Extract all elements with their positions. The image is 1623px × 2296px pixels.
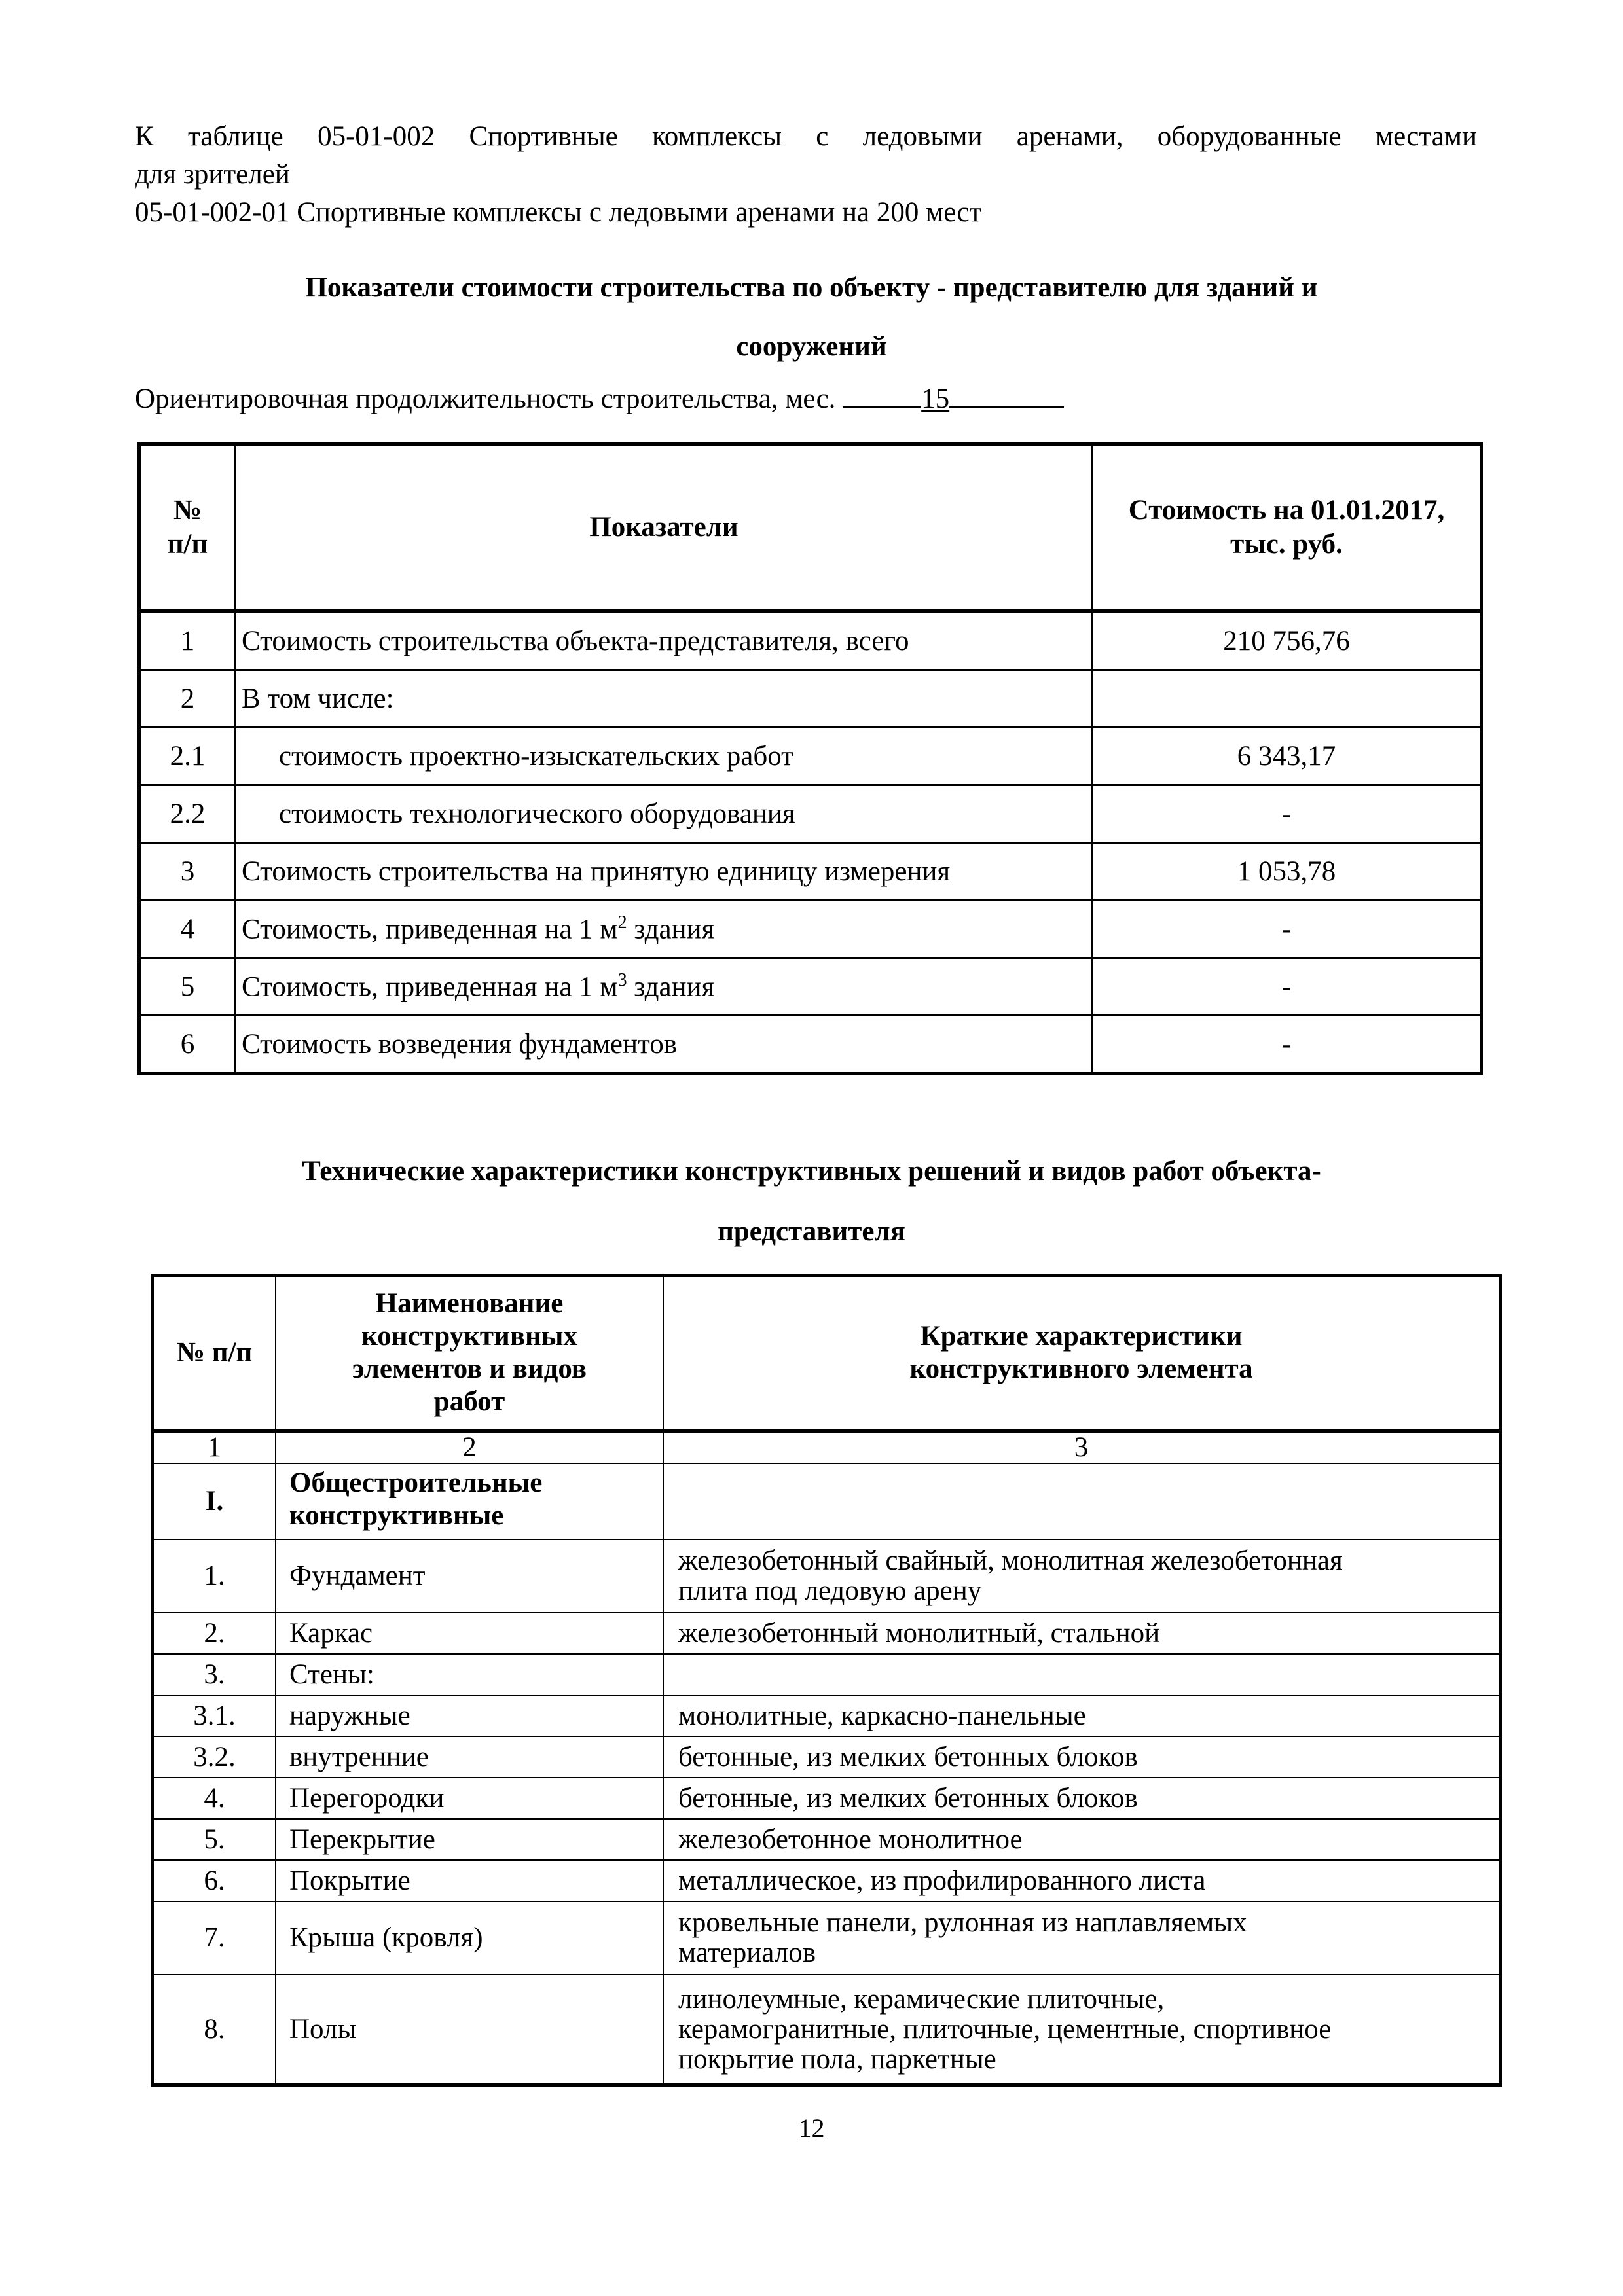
table-row: 3.1. наружные монолитные, каркасно-панельные	[153, 1695, 1501, 1736]
section-row: I. Общестроительные конструктивные	[153, 1463, 1501, 1539]
heading-tech-line-2: представителя	[718, 1216, 905, 1247]
duration-label: Ориентировочная продолжительность строительства, мес.	[135, 384, 836, 414]
intro-line-1: К таблице 05-01-002 Спортивные комплексы с ледовыми аренами, оборудованные местами	[135, 121, 1477, 152]
table-row: 5. Перекрытие железобетонное монолитное	[153, 1819, 1501, 1860]
table-row: 4 Стоимость, приведенная на 1 $м^2$ здания -	[139, 901, 1482, 958]
header-num: № п/п	[139, 444, 236, 612]
intro-block	[135, 118, 1477, 232]
table-row: 1. Фундамент железобетонный свайный, монолитная железобетонная плита под ледовую арену	[153, 1539, 1501, 1613]
table-row: 3.2. внутренние бетонные, из мелких бетонных блоков	[153, 1736, 1501, 1778]
intro-line-3: 05-01-002-01 Спортивные комплексы с ледовыми аренами на 200 мест	[135, 197, 982, 228]
header-indicators: Показатели	[236, 444, 1093, 612]
cost-table	[137, 442, 1483, 1075]
header-description: Краткие характеристики конструктивного элемента	[663, 1276, 1501, 1431]
heading-cost-line-2: сооружений	[736, 331, 887, 362]
heading-cost-line-1: Показатели стоимости строительства по объекту - представителю для зданий и	[305, 272, 1318, 303]
header-cost: Стоимость на 01.01.2017, тыс. руб.	[1093, 444, 1482, 612]
tech-table	[151, 1274, 1502, 2087]
table-row: 3 Стоимость строительства на принятую единицу измерения 1 053,78	[139, 843, 1482, 901]
column-index-row: 1 2 3	[153, 1431, 1501, 1463]
duration-line	[135, 383, 1064, 415]
table-row: 6. Покрытие металлическое, из профилированного листа	[153, 1860, 1501, 1901]
table-row: 1 Стоимость строительства объекта-представителя, всего 210 756,76	[139, 611, 1482, 670]
table-row: 2.2 стоимость технологического оборудования -	[139, 785, 1482, 843]
heading-tech-line-1: Технические характеристики конструктивных решений и видов работ объекта-	[302, 1156, 1321, 1187]
table-row: 5 Стоимость, приведенная на 1 $м^3$ здания -	[139, 958, 1482, 1016]
table-row: 2. Каркас железобетонный монолитный, стальной	[153, 1613, 1501, 1654]
table-row: 2.1 стоимость проектно-изыскательских работ 6 343,17	[139, 728, 1482, 785]
header-num: № п/п	[153, 1276, 276, 1431]
table-row: 2 В том числе:	[139, 670, 1482, 728]
header-element-name: Наименование конструктивных элементов и видов работ	[276, 1276, 663, 1431]
duration-value: 15	[921, 384, 950, 414]
table-row: 6 Стоимость возведения фундаментов -	[139, 1016, 1482, 1074]
intro-line-2: для зрителей	[135, 159, 290, 190]
table-row: 8. Полы линолеумные, керамические плиточные, керамогранитные, плиточные, цементные, спортивное покрытие пола, паркетные	[153, 1975, 1501, 2085]
table-row: 7. Крыша (кровля) кровельные панели, рулонная из наплавляемых материалов	[153, 1901, 1501, 1975]
table-row: 4. Перегородки бетонные, из мелких бетонных блоков	[153, 1778, 1501, 1819]
page-number: 12	[798, 2113, 825, 2143]
table-row: 3. Стены:	[153, 1654, 1501, 1695]
